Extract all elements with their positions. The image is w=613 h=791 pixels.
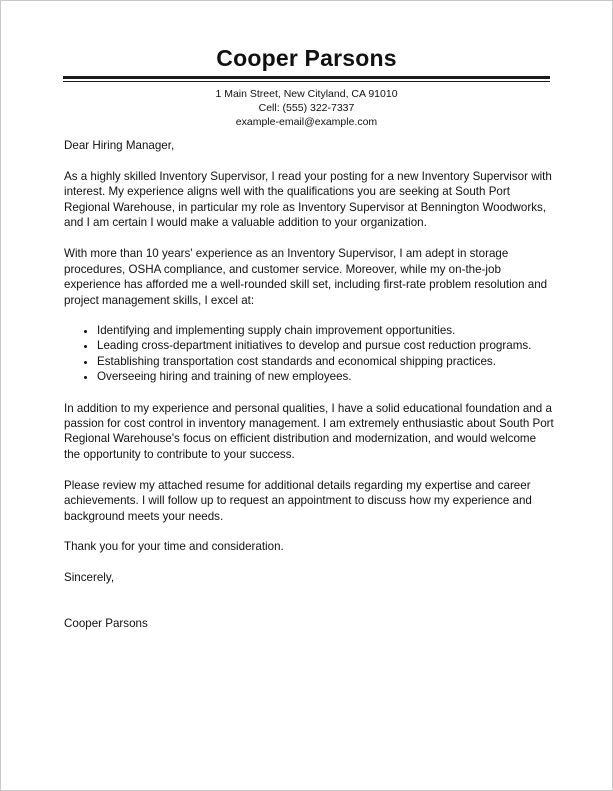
signature: Cooper Parsons bbox=[64, 616, 148, 630]
paragraph-education: In addition to my experience and personal qualities, I have a solid educational foundation and a passion for cost control in inventory management. I am extremely enthusiastic about South Port Regional Warehouse's focus on efficient distribution and modernization, and would welcome the opportunity to contribute to your success. bbox=[64, 401, 554, 461]
contact-phone: Cell: (555) 322-7337 bbox=[258, 102, 355, 114]
list-item: • Leading cross-department initiatives to develop and pursue cost reduction programs. bbox=[97, 338, 554, 353]
letter-body bbox=[64, 138, 554, 646]
list-item: • Establishing transportation cost standards and economical shipping practices. bbox=[97, 354, 554, 369]
paragraph-intro: As a highly skilled Inventory Supervisor, I read your posting for a new Inventory Supervisor with interest. My experience aligns well with the qualifications you are seeking at South Port Regional Warehouse, in particular my role as Inventory Supervisor at Bennington Woodworks, and I am certain I would make a valuable addition to your organization. bbox=[64, 169, 552, 230]
skills-list bbox=[64, 323, 554, 385]
thanks-line: Thank you for your time and consideration. bbox=[64, 540, 284, 554]
salutation: Dear Hiring Manager, bbox=[64, 139, 175, 152]
contact-email: example-email@example.com bbox=[235, 116, 378, 128]
list-item: • Overseeing hiring and training of new employees. bbox=[97, 369, 554, 384]
closing: Sincerely, bbox=[64, 571, 115, 585]
list-item: • Identifying and implementing supply chain improvement opportunities. bbox=[97, 323, 554, 338]
header-rule-thin bbox=[63, 81, 550, 82]
paragraph-followup: Please review my attached resume for additional details regarding my expertise and career achievements. I will follow up to request an appointment to discuss how my experience and background meets your needs. bbox=[64, 478, 532, 523]
applicant-name: Cooper Parsons bbox=[216, 45, 397, 71]
paragraph-experience: With more than 10 years' experience as an Inventory Supervisor, I am adept in storage procedures, OSHA compliance, and customer service. Moreover, while my on-the-job experience has afforded me a well-rounded skill set, including first-rate problem resolution and project management skills, I excel at: bbox=[64, 247, 548, 307]
contact-address: 1 Main Street, New Cityland, CA 91010 bbox=[215, 88, 398, 100]
signature-gap bbox=[64, 586, 554, 616]
header-rule-thick bbox=[63, 76, 550, 79]
contact-block bbox=[1, 87, 612, 129]
